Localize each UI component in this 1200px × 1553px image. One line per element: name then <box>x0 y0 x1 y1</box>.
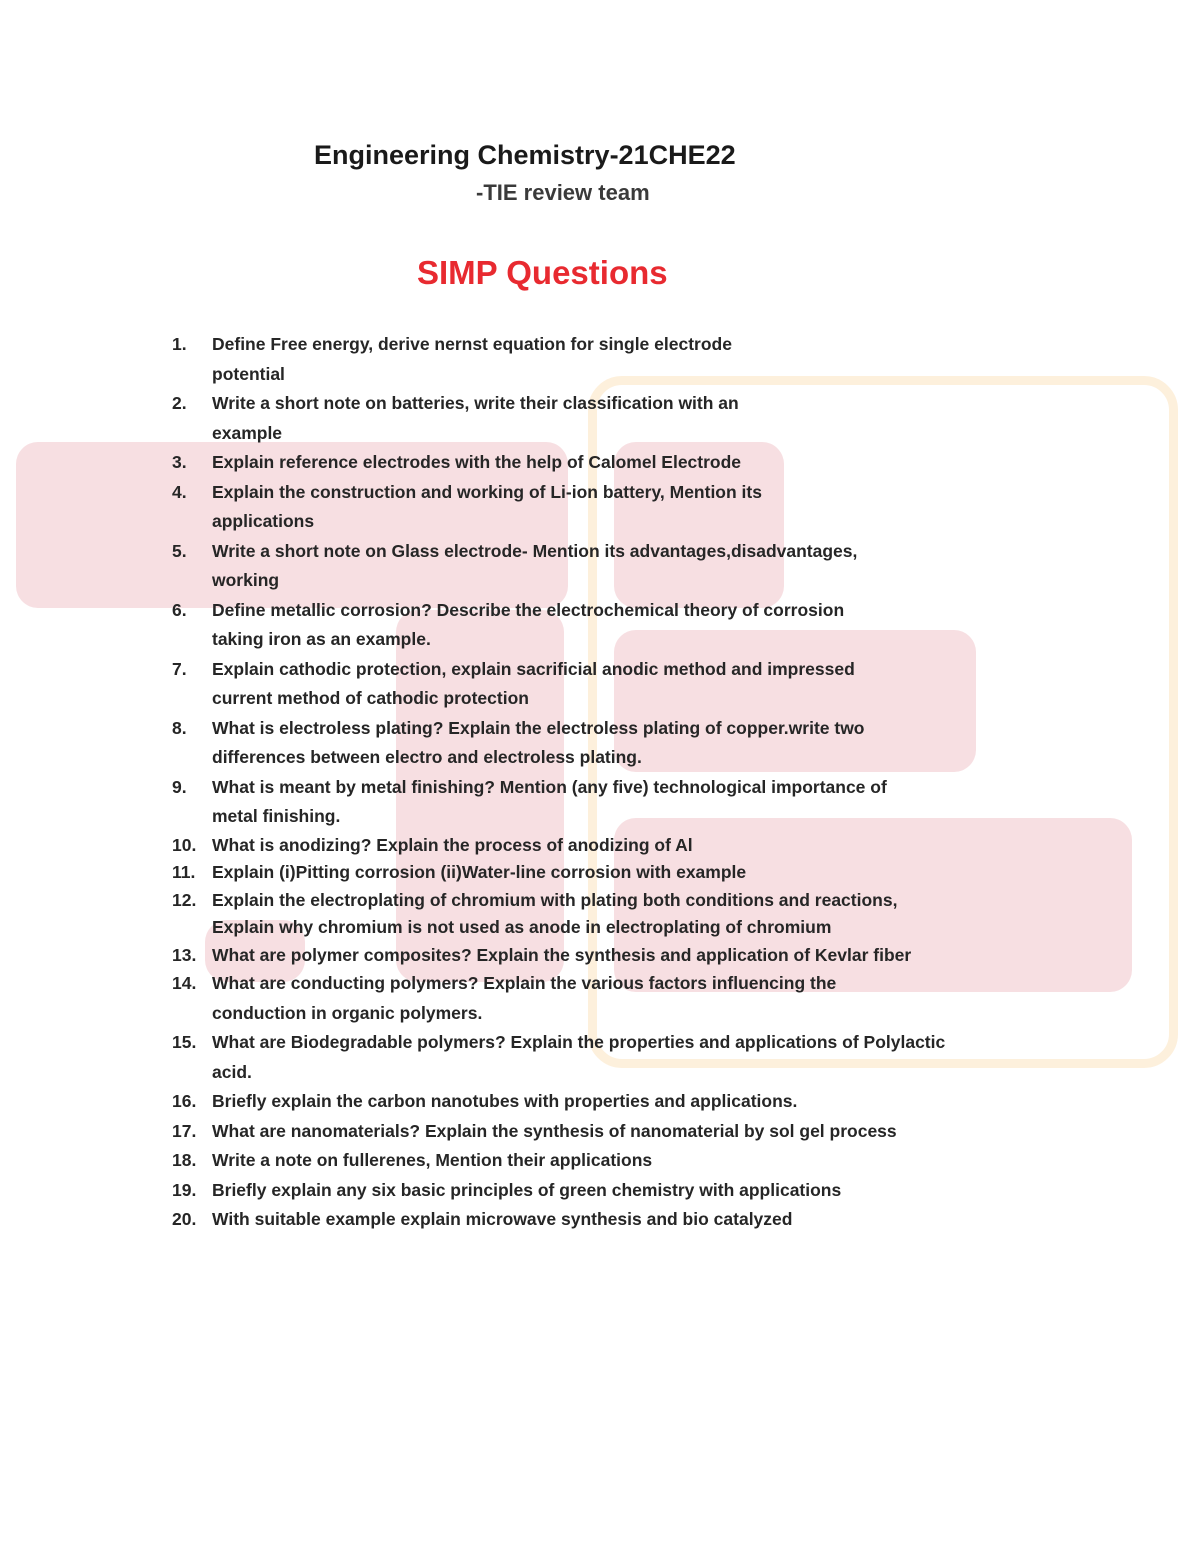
question-text <box>212 859 1112 887</box>
question-number: 12. <box>172 889 197 910</box>
question-number: 8. <box>172 717 187 738</box>
question-number: 9. <box>172 776 187 797</box>
question-text <box>212 1087 1112 1117</box>
question-item <box>172 714 1112 773</box>
question-item <box>172 1087 1112 1117</box>
question-text-line: metal finishing. <box>212 806 341 826</box>
question-text-line: taking iron as an example. <box>212 629 431 649</box>
question-number: 15. <box>172 1032 197 1052</box>
question-number: 16. <box>172 1091 197 1111</box>
question-number: 10. <box>172 834 197 855</box>
question-item <box>172 389 1112 448</box>
question-text <box>212 478 1112 537</box>
question-text <box>212 389 1112 448</box>
question-text <box>212 330 1112 389</box>
question-text-line: What are nanomaterials? Explain the synthesis of nanomaterial by sol gel process <box>212 1120 897 1141</box>
question-text-line: current method of cathodic protection <box>212 688 529 708</box>
question-text-line: Write a short note on batteries, write their classification with an <box>212 393 739 413</box>
question-text-line: What are Biodegradable polymers? Explain the properties and applications of Polylactic <box>212 1032 946 1052</box>
question-item <box>172 1117 1112 1147</box>
question-text <box>212 832 1112 860</box>
question-list <box>172 330 1112 1235</box>
question-number: 11. <box>172 862 196 882</box>
question-number: 7. <box>172 658 187 679</box>
question-text-line: differences between electro and electroless plating. <box>212 747 642 767</box>
question-text <box>212 448 1112 478</box>
question-item <box>172 1176 1112 1206</box>
question-item <box>172 448 1112 478</box>
question-number: 19. <box>172 1179 197 1200</box>
question-text <box>212 887 1112 942</box>
question-number: 1. <box>172 334 187 354</box>
question-text <box>212 714 1112 773</box>
question-item <box>172 969 1112 1028</box>
question-text-line: Explain (i)Pitting corrosion (ii)Water-line corrosion with example <box>212 862 747 882</box>
question-number: 13. <box>172 944 197 965</box>
question-text-line: Briefly explain the carbon nanotubes with properties and applications. <box>212 1091 798 1111</box>
question-text-line: Explain reference electrodes with the help of Calomel Electrode <box>212 452 742 472</box>
question-number: 5. <box>172 540 187 561</box>
question-number: 6. <box>172 599 187 620</box>
question-text <box>212 1176 1112 1206</box>
question-text <box>212 969 1112 1028</box>
question-item <box>172 478 1112 537</box>
question-item <box>172 596 1112 655</box>
question-item <box>172 832 1112 860</box>
question-text <box>212 1146 1112 1176</box>
section-title: SIMP Questions <box>417 254 668 291</box>
question-item <box>172 887 1112 942</box>
question-number: 18. <box>172 1150 197 1170</box>
question-text <box>212 942 1112 970</box>
question-item <box>172 1028 1112 1087</box>
question-text <box>212 1028 1112 1087</box>
question-text-line: Explain the electroplating of chromium with plating both conditions and reactions, <box>212 889 898 910</box>
question-text-line: Explain why chromium is not used as anode in electroplating of chromium <box>212 917 832 937</box>
question-text-line: Define metallic corrosion? Describe the electrochemical theory of corrosion <box>212 599 845 620</box>
question-item <box>172 655 1112 714</box>
question-text <box>212 537 1112 596</box>
question-number: 14. <box>172 973 197 993</box>
question-item <box>172 1205 1112 1235</box>
question-text-line: Explain cathodic protection, explain sacrificial anodic method and impressed <box>212 658 855 679</box>
question-item <box>172 773 1112 832</box>
question-number: 2. <box>172 393 187 413</box>
question-text-line: example <box>212 422 283 443</box>
question-text-line: What are conducting polymers? Explain the various factors influencing the <box>212 973 837 993</box>
question-text-line: What are polymer composites? Explain the synthesis and application of Kevlar fiber <box>212 944 912 965</box>
question-text-line: Define Free energy, derive nernst equation for single electrode <box>212 334 732 354</box>
question-item <box>172 942 1112 970</box>
question-text-line: potential <box>212 363 285 384</box>
question-text-line: What is anodizing? Explain the process of anodizing of Al <box>212 834 693 855</box>
question-text-line: What is meant by metal finishing? Mention (any five) technological importance of <box>212 776 887 797</box>
document-title: Engineering Chemistry-21CHE22 <box>314 140 736 170</box>
question-text <box>212 1205 1112 1235</box>
question-number: 3. <box>172 452 187 472</box>
question-item <box>172 330 1112 389</box>
question-text-line: Write a short note on Glass electrode- Mention its advantages,disadvantages, <box>212 540 858 561</box>
question-number: 4. <box>172 481 187 502</box>
question-text-line: conduction in organic polymers. <box>212 1002 483 1023</box>
question-item <box>172 1146 1112 1176</box>
question-number: 20. <box>172 1209 197 1229</box>
question-text-line: With suitable example explain microwave synthesis and bio catalyzed <box>212 1209 793 1229</box>
question-text-line: What is electroless plating? Explain the electroless plating of copper.write two <box>212 717 865 738</box>
question-text <box>212 773 1112 832</box>
question-text-line: working <box>212 570 280 590</box>
question-item <box>172 859 1112 887</box>
question-text-line: acid. <box>212 1061 252 1082</box>
question-text-line: Explain the construction and working of Li-ion battery, Mention its <box>212 481 762 502</box>
question-number: 17. <box>172 1120 197 1141</box>
question-item <box>172 537 1112 596</box>
question-text <box>212 596 1112 655</box>
question-text-line: applications <box>212 511 315 531</box>
question-text-line: Briefly explain any six basic principles of green chemistry with applications <box>212 1179 842 1200</box>
document-subtitle: -TIE review team <box>476 180 650 205</box>
question-text-line: Write a note on fullerenes, Mention their applications <box>212 1150 653 1170</box>
question-text <box>212 1117 1112 1147</box>
question-text <box>212 655 1112 714</box>
